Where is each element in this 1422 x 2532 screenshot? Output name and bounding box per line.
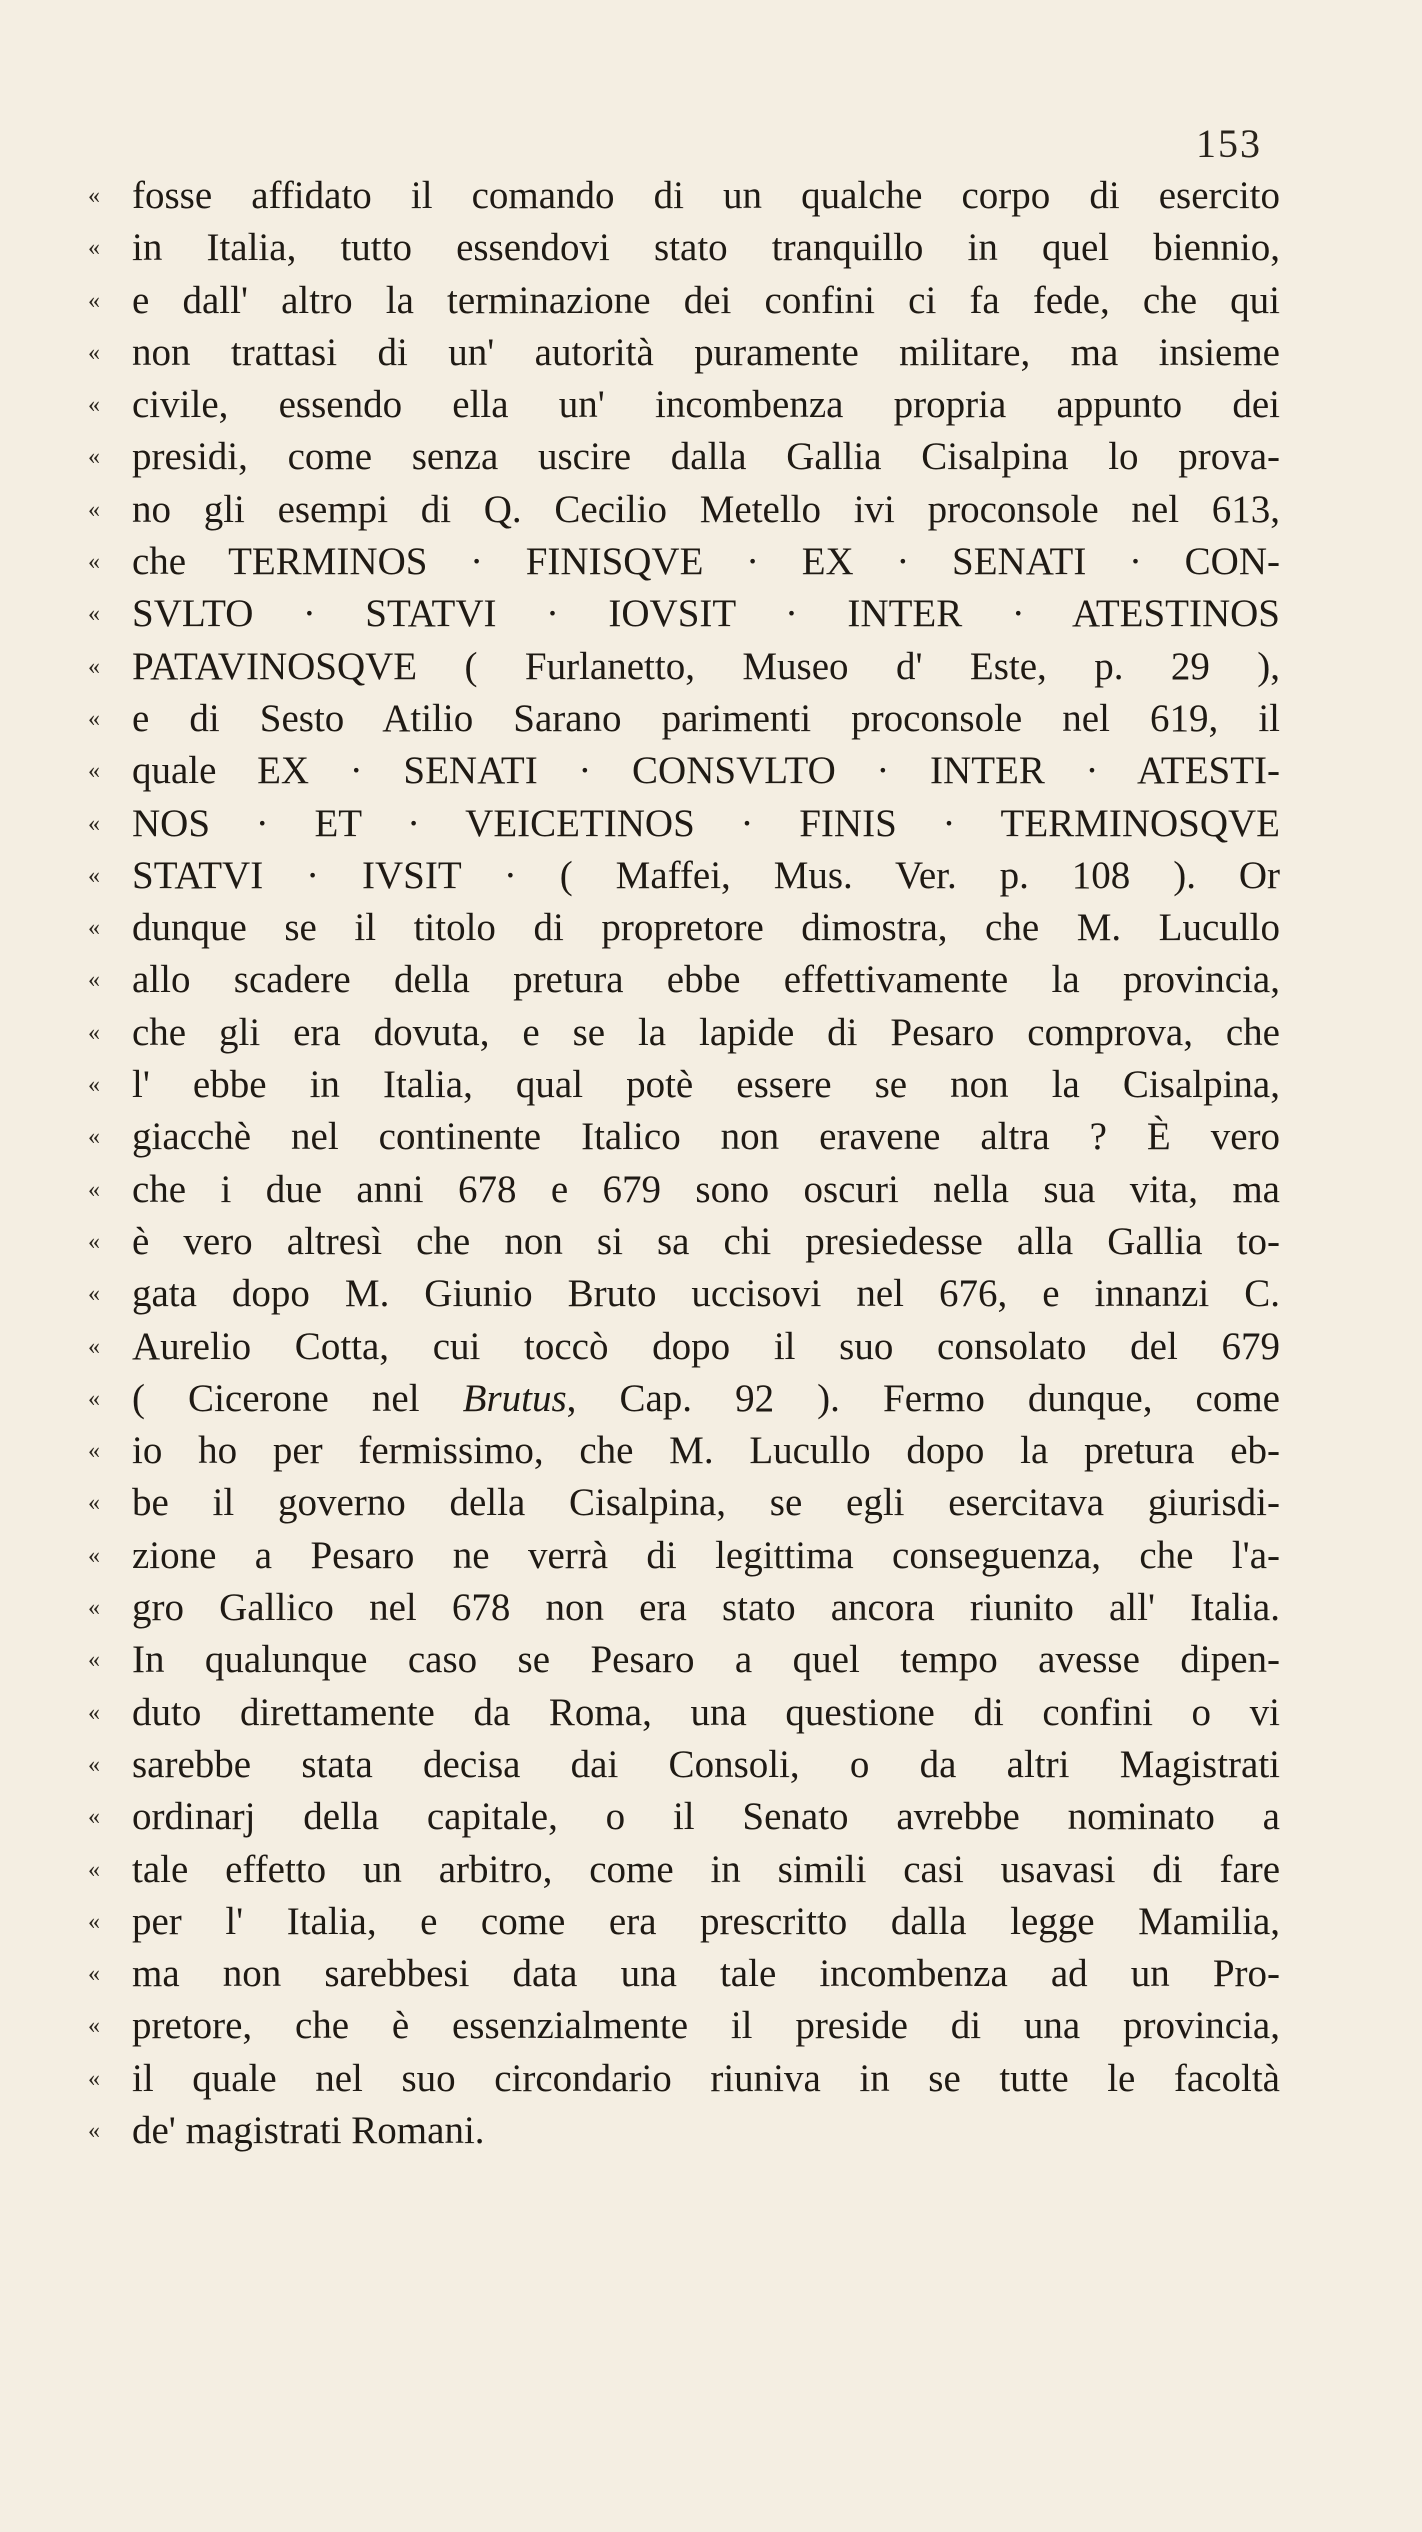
text-line xyxy=(88,641,1280,693)
text-line xyxy=(88,536,1280,588)
text-line xyxy=(88,1059,1280,1111)
line-text: l' ebbe in Italia, qual potè essere se non la Cisalpina, xyxy=(132,1063,1280,1107)
quote-mark: « xyxy=(88,915,100,942)
text-line xyxy=(88,1896,1280,1948)
quote-mark: « xyxy=(88,862,100,889)
quote-mark: « xyxy=(88,1176,100,1203)
text-line xyxy=(88,1948,1280,2000)
text-line xyxy=(88,798,1280,850)
text-line xyxy=(88,1530,1280,1582)
text-line xyxy=(88,745,1280,797)
line-text: duto direttamente da Roma, una questione di confini o vi xyxy=(132,1690,1280,1734)
line-text: gata dopo M. Giunio Bruto uccisovi nel 676, e innanzi C. xyxy=(132,1272,1280,1316)
text-line xyxy=(88,1373,1280,1425)
quote-mark: « xyxy=(88,183,100,209)
quote-mark: « xyxy=(88,287,100,314)
line-text: In qualunque caso se Pesaro a quel tempo avesse dipen- xyxy=(132,1638,1280,1682)
quote-mark: « xyxy=(88,1699,100,1726)
text-line xyxy=(88,850,1280,902)
quote-mark: « xyxy=(88,758,100,785)
text-line xyxy=(88,275,1280,327)
quote-mark: « xyxy=(88,2117,100,2144)
quote-mark: « xyxy=(88,1751,100,1778)
line-text: no gli esempi di Q. Cecilio Metello ivi proconsole nel 613, xyxy=(132,487,1280,531)
quote-mark: « xyxy=(88,1072,100,1099)
text-line xyxy=(88,222,1280,274)
line-text: zione a Pesaro ne verrà di legittima conseguenza, che l'a- xyxy=(132,1533,1280,1577)
quote-mark: « xyxy=(88,339,100,366)
text-line xyxy=(88,902,1280,954)
line-text: giacchè nel continente Italico non eravene altra ? È vero xyxy=(132,1115,1280,1159)
quote-mark: « xyxy=(88,1019,100,1046)
text-line xyxy=(88,693,1280,745)
italic-title: Brutus xyxy=(462,1376,567,1420)
text-line xyxy=(88,2053,1280,2105)
quote-mark: « xyxy=(88,1385,100,1412)
line-text: ma non sarebbesi data una tale incombenza ad un Pro- xyxy=(132,1952,1280,1996)
line-text: tale effetto un arbitro, come in simili casi usavasi di fare xyxy=(132,1847,1280,1891)
text-line xyxy=(88,484,1280,536)
line-text: per l' Italia, e come era prescritto dalla legge Mamilia, xyxy=(132,1899,1280,1943)
text-line xyxy=(88,1582,1280,1634)
text-line xyxy=(88,1634,1280,1686)
quote-mark: « xyxy=(88,1647,100,1674)
text-line xyxy=(88,170,1280,222)
quote-mark: « xyxy=(88,1124,100,1151)
quote-mark: « xyxy=(88,1804,100,1831)
text-line xyxy=(88,1164,1280,1216)
line-text: fosse affidato il comando di un qualche corpo di esercito xyxy=(132,174,1280,217)
line-text: pretore, che è essenzialmente il preside di una provincia, xyxy=(132,2004,1280,2048)
quote-mark: « xyxy=(88,1438,100,1465)
line-text: è vero altresì che non si sa chi presiedesse alla Gallia to- xyxy=(132,1219,1280,1263)
text-line xyxy=(88,1844,1280,1896)
line-text: ordinarj della capitale, o il Senato avrebbe nominato a xyxy=(132,1795,1280,1839)
line-text: NOS · ET · VEICETINOS · FINIS · TERMINOSQVE xyxy=(132,801,1280,845)
quote-mark: « xyxy=(88,967,100,994)
quote-mark: « xyxy=(88,1281,100,1308)
line-text: Aurelio Cotta, cui toccò dopo il suo consolato del 679 xyxy=(132,1324,1280,1368)
quote-mark: « xyxy=(88,653,100,680)
quote-mark: « xyxy=(88,549,100,576)
line-text: allo scadere della pretura ebbe effettivamente la provincia, xyxy=(132,958,1280,1002)
quote-mark: « xyxy=(88,810,100,837)
page-number: 153 xyxy=(1196,121,1262,166)
quote-mark: « xyxy=(88,1333,100,1360)
quote-mark: « xyxy=(88,1542,100,1569)
quote-mark: « xyxy=(88,601,100,628)
line-text: il quale nel suo circondario riuniva in se tutte le facoltà xyxy=(132,2056,1280,2100)
text-line xyxy=(88,1687,1280,1739)
line-text: sarebbe stata decisa dai Consoli, o da altri Magistrati xyxy=(132,1742,1280,1786)
text-line xyxy=(88,588,1280,640)
line-text: non trattasi di un' autorità puramente militare, ma insieme xyxy=(132,330,1280,374)
quote-mark: « xyxy=(88,1908,100,1935)
text-line xyxy=(88,1477,1280,1529)
text-line xyxy=(88,1425,1280,1477)
line-text: che i due anni 678 e 679 sono oscuri nella sua vita, ma xyxy=(132,1167,1280,1211)
quote-mark: « xyxy=(88,1961,100,1988)
quote-mark: « xyxy=(88,2013,100,2040)
line-text: che gli era dovuta, e se la lapide di Pesaro comprova, che xyxy=(132,1010,1280,1054)
text-line xyxy=(88,2105,1280,2157)
text-line xyxy=(88,1216,1280,1268)
text-line xyxy=(88,1007,1280,1059)
quote-mark: « xyxy=(88,1228,100,1255)
line-text: SVLTO · STATVI · IOVSIT · INTER · ATESTINOS xyxy=(132,592,1280,636)
quote-mark: « xyxy=(88,1490,100,1517)
line-text: de' magistrati Romani. xyxy=(132,2108,485,2152)
quote-mark: « xyxy=(88,235,100,262)
line-text: be il governo della Cisalpina, se egli esercitava giurisdi- xyxy=(132,1481,1280,1525)
text-line xyxy=(88,1321,1280,1373)
text-line xyxy=(88,379,1280,431)
line-text: ( Cicerone nel Brutus, Cap. 92 ). Fermo dunque, come xyxy=(132,1376,1280,1420)
quote-mark: « xyxy=(88,1856,100,1883)
text-line xyxy=(88,327,1280,379)
quoted-passage xyxy=(88,170,1280,2157)
line-text: civile, essendo ella un' incombenza propria appunto dei xyxy=(132,383,1280,427)
text-line xyxy=(88,1791,1280,1843)
text-line xyxy=(88,1111,1280,1163)
text-line xyxy=(88,954,1280,1006)
line-text: quale EX · SENATI · CONSVLTO · INTER · ATESTI- xyxy=(132,749,1280,793)
line-text: dunque se il titolo di propretore dimostra, che M. Lucullo xyxy=(132,906,1280,950)
text-line xyxy=(88,1739,1280,1791)
quote-mark: « xyxy=(88,444,100,471)
text-line xyxy=(88,2000,1280,2052)
line-text: e di Sesto Atilio Sarano parimenti proconsole nel 619, il xyxy=(132,696,1280,740)
line-text: che TERMINOS · FINISQVE · EX · SENATI · CON- xyxy=(132,540,1280,584)
line-text: io ho per fermissimo, che M. Lucullo dopo la pretura eb- xyxy=(132,1429,1280,1473)
text-line xyxy=(88,431,1280,483)
line-text: gro Gallico nel 678 non era stato ancora riunito all' Italia. xyxy=(132,1586,1280,1630)
line-text: presidi, come senza uscire dalla Gallia Cisalpina lo prova- xyxy=(132,435,1280,479)
line-text: in Italia, tutto essendovi stato tranquillo in quel biennio, xyxy=(132,226,1280,270)
quote-mark: « xyxy=(88,392,100,419)
line-text: STATVI · IVSIT · ( Maffei, Mus. Ver. p. 108 ). Or xyxy=(132,853,1280,897)
quote-mark: « xyxy=(88,705,100,732)
line-text: PATAVINOSQVE ( Furlanetto, Museo d' Este, p. 29 ), xyxy=(132,644,1280,688)
text-line xyxy=(88,1268,1280,1320)
quote-mark: « xyxy=(88,1595,100,1622)
quote-mark: « xyxy=(88,2065,100,2092)
line-text: e dall' altro la terminazione dei confini ci fa fede, che qui xyxy=(132,278,1280,322)
quote-mark: « xyxy=(88,496,100,523)
